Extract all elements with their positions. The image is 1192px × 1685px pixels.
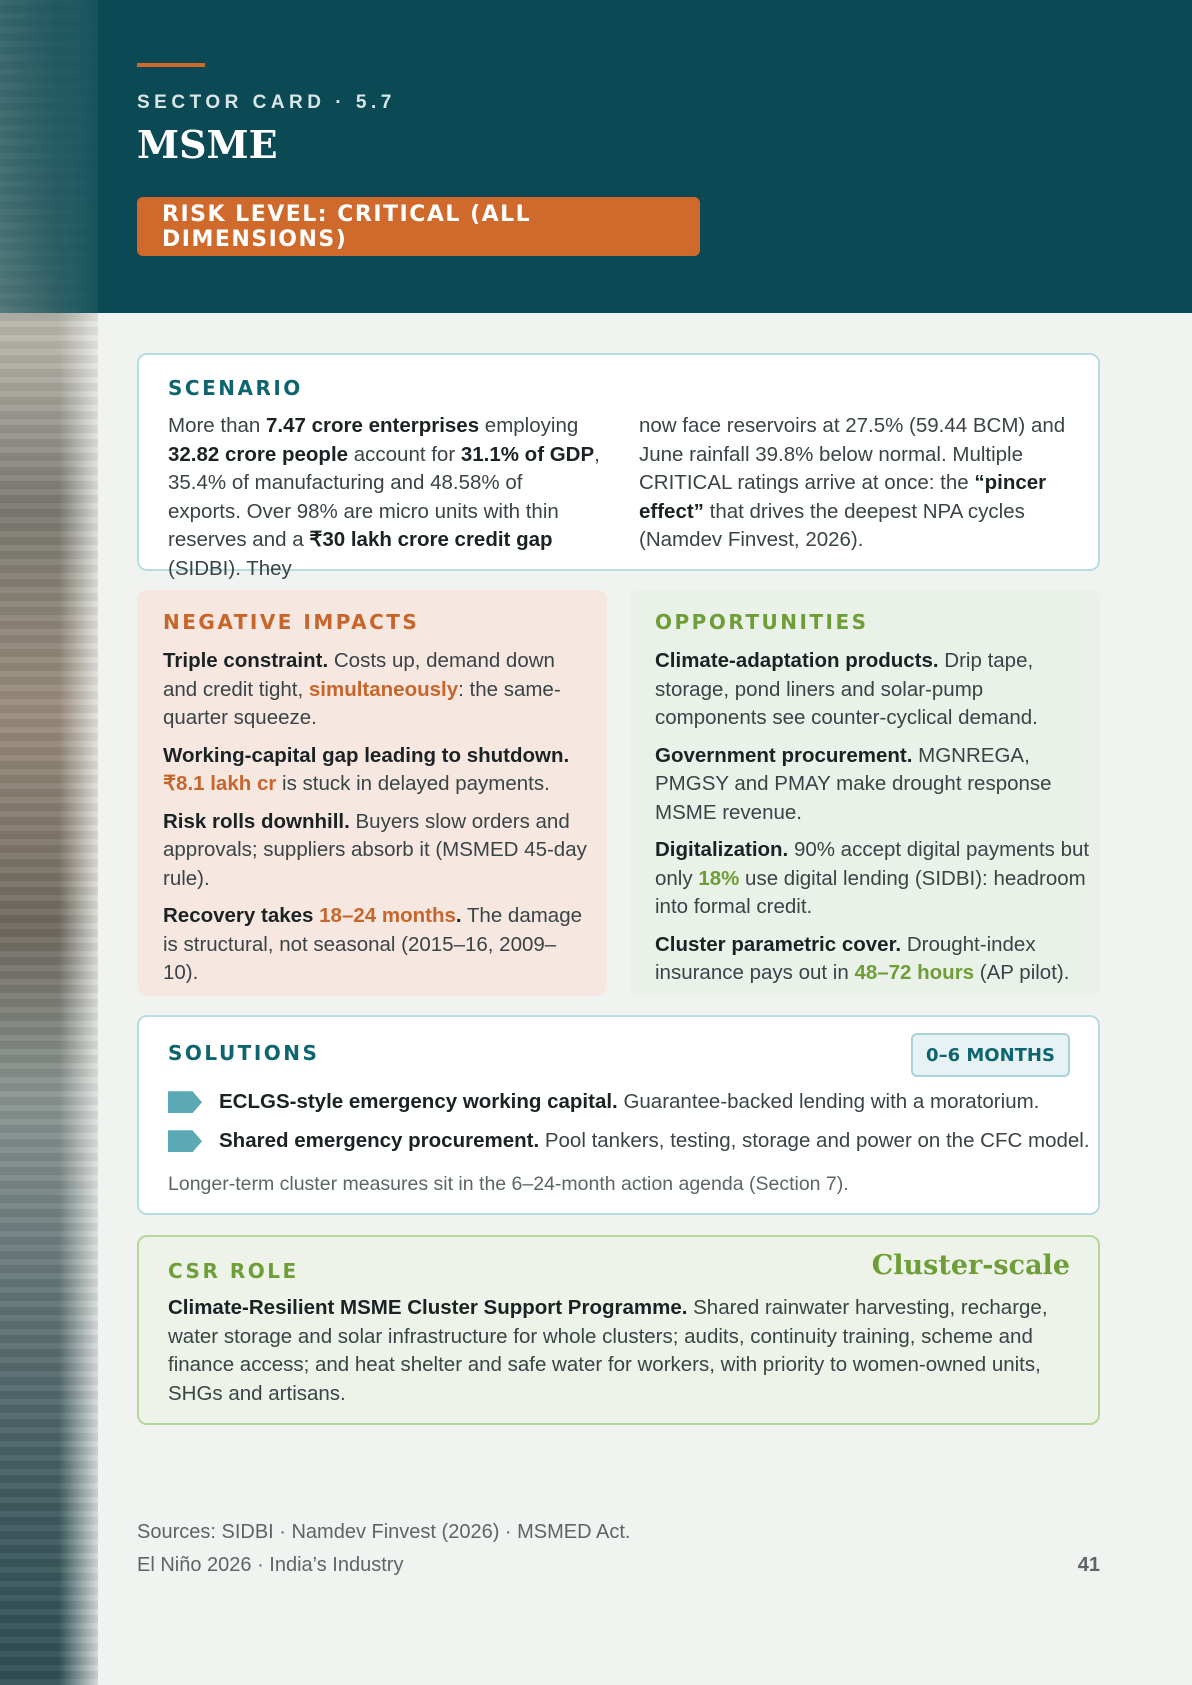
- sources-note: Sources: SIDBI · Namdev Finvest (2026) · MSMED Act.: [137, 1521, 631, 1543]
- header-photo-overlay: [0, 0, 98, 313]
- page-number: 41: [1077, 1554, 1100, 1576]
- list-item: Government procurement. MGNREGA, PMGSY and PMAY make drought response MSME revenue.: [655, 743, 1052, 824]
- solution-item-1: ECLGS-style emergency working capital. Guarantee-backed lending with a moratorium.: [168, 1088, 1039, 1117]
- scenario-card: [137, 353, 1100, 580]
- sector-card-kicker: SECTOR CARD · 5.7: [137, 92, 396, 113]
- publication-footer: El Niño 2026 · India’s Industry: [137, 1554, 404, 1576]
- list-item: Risk rolls downhill. Buyers slow orders and approvals; suppliers absorb it (MSMED 45-day rule).: [163, 809, 587, 890]
- opportunities-list: [655, 647, 1095, 997]
- list-item: Climate-adaptation products. Drip tape, storage, pond liners and solar-pump components see counter-cyclical demand.: [655, 649, 1038, 729]
- negative-impacts-label: NEGATIVE IMPACTS: [163, 610, 420, 634]
- page-title: MSME: [137, 122, 278, 167]
- scenario-columns: [168, 412, 1073, 583]
- solution-item-2: Shared emergency procurement. Pool tankers, testing, storage and power on the CFC model.: [168, 1127, 1090, 1156]
- csr-scale-label: Cluster-scale: [871, 1250, 1070, 1281]
- scenario-column-1: More than 7.47 crore enterprises employing 32.82 crore people account for 31.1% of GDP, 35.4% of manufacturing and 48.58% of exports. Over 98% are micro units with thin reserves and a ₹30 lakh crore credit gap (SIDBI). They: [168, 414, 600, 580]
- negative-impacts-list: [163, 647, 588, 997]
- csr-role-label: CSR ROLE: [168, 1259, 299, 1283]
- negative-impacts-card: [137, 590, 607, 996]
- solutions-card: [137, 1015, 1100, 1215]
- opportunities-label: OPPORTUNITIES: [655, 610, 869, 634]
- accent-bar: [137, 63, 205, 67]
- arrow-tag-icon: [168, 1091, 202, 1113]
- solutions-note: Longer-term cluster measures sit in the 6–24-month action agenda (Section 7).: [168, 1173, 849, 1195]
- arrow-tag-icon: [168, 1130, 202, 1152]
- list-item: Triple constraint. Costs up, demand down and credit tight, simultaneously: the same-quarter squeeze.: [163, 649, 561, 729]
- solutions-label: SOLUTIONS: [168, 1041, 320, 1065]
- list-item: Digitalization. 90% accept digital payments but only 18% use digital lending (SIDBI): headroom into formal credit.: [655, 838, 1090, 918]
- risk-level-badge: RISK LEVEL: CRITICAL (ALL DIMENSIONS): [137, 197, 700, 256]
- opportunities-card: [630, 590, 1100, 996]
- scenario-label: SCENARIO: [168, 376, 303, 400]
- scenario-column-2: now face reservoirs at 27.5% (59.44 BCM) and June rainfall 39.8% below normal. Multiple CRITICAL ratings arrive at once: the “pincer effect” that drives the deepest NPA cycles (Namdev Finvest, 2026).: [639, 414, 1066, 551]
- timeframe-badge: 0–6 MONTHS: [911, 1033, 1070, 1077]
- list-item: Cluster parametric cover. Drought-index insurance pays out in 48–72 hours (AP pilot).: [655, 932, 1070, 984]
- csr-description: Climate-Resilient MSME Cluster Support Programme. Shared rainwater harvesting, recharge, water storage and solar infrastructure for whole clusters; audits, continuity training, scheme and finance access; and heat shelter and safe water for workers, with priority to women-owned units, SHGs and artisans.: [168, 1296, 1048, 1405]
- list-item: Recovery takes 18–24 months. The damage is structural, not seasonal (2015–16, 2009–10).: [163, 904, 583, 984]
- csr-role-card: [137, 1235, 1100, 1425]
- list-item: Working-capital gap leading to shutdown. ₹8.1 lakh cr is stuck in delayed payments.: [163, 743, 570, 795]
